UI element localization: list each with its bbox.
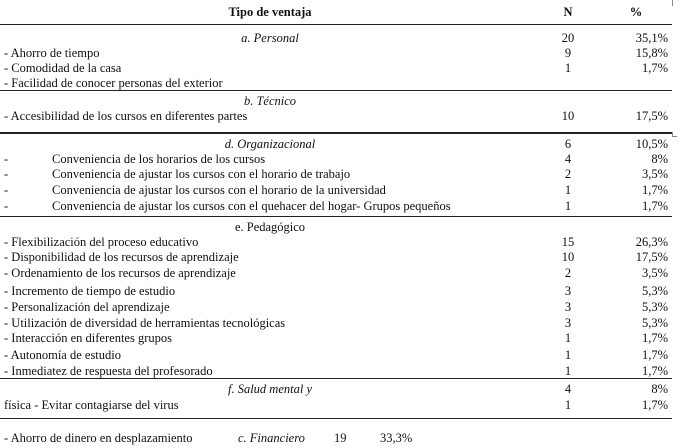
row-n: 1 xyxy=(564,199,572,213)
rule-organizacional-pedagogico xyxy=(0,216,672,217)
row-percent: 1,7% xyxy=(641,183,668,197)
item-dash: - xyxy=(4,152,9,166)
row-percent: 26,3% xyxy=(635,235,668,249)
item-label: - Accesibilidad de los cursos en diferentes partes xyxy=(4,109,248,123)
section-row xyxy=(0,381,680,397)
rule-tecnico-organizacional xyxy=(0,132,672,134)
table-row xyxy=(0,234,680,250)
row-n: 1 xyxy=(564,331,572,345)
item-label: - Facilidad de conocer personas del exterior xyxy=(4,76,223,90)
item-label: física - Evitar contagiarse del virus xyxy=(4,398,179,412)
item-label: - Incremento de tiempo de estudio xyxy=(4,284,176,298)
row-n: 15 xyxy=(561,235,575,249)
item-label: - Utilización de diversidad de herramientas tecnológicas xyxy=(4,316,286,330)
row-percent: 15,8% xyxy=(635,46,668,60)
item-dash: - xyxy=(4,183,9,197)
section-row xyxy=(0,136,680,152)
section-row xyxy=(0,219,680,235)
footer-category: c. Financiero xyxy=(238,431,305,445)
item-label: Conveniencia de ajustar los cursos con el horario de trabajo xyxy=(52,167,351,181)
table-row xyxy=(0,249,680,265)
row-percent: 5,3% xyxy=(641,300,668,314)
header-percent: % xyxy=(629,5,643,19)
row-n: 20 xyxy=(561,31,575,45)
item-label: - Inmediatez de respuesta del profesorado xyxy=(4,364,213,378)
item-label: Conveniencia de los horarios de los cursos xyxy=(52,152,266,166)
section-row xyxy=(0,93,680,109)
table-row xyxy=(0,45,680,61)
section-label: a. Personal xyxy=(241,31,299,45)
section-label: f. Salud mental y xyxy=(227,382,312,396)
rule-bottom xyxy=(0,418,672,419)
row-percent: 17,5% xyxy=(635,109,668,123)
table-row xyxy=(0,299,680,315)
row-n: 4 xyxy=(564,382,572,396)
section-label: d. Organizacional xyxy=(224,137,316,151)
row-n: 6 xyxy=(564,137,572,151)
row-percent: 3,5% xyxy=(641,266,668,280)
table-row xyxy=(0,182,680,198)
item-label: Conveniencia de ajustar los cursos con el horario de la universidad xyxy=(52,183,386,197)
row-percent: 5,3% xyxy=(641,284,668,298)
row-n: 1 xyxy=(564,61,572,75)
row-n: 3 xyxy=(564,284,572,298)
table-row xyxy=(0,315,680,331)
row-n: 2 xyxy=(564,167,572,181)
section-row xyxy=(0,30,680,46)
row-percent: 8% xyxy=(651,382,668,396)
item-label: - Disponibilidad de los recursos de aprendizaje xyxy=(4,250,239,264)
item-label: - Ordenamiento de los recursos de aprendizaje xyxy=(4,266,236,280)
row-n: 2 xyxy=(564,266,572,280)
table-row xyxy=(0,151,680,167)
footer-percent: 33,3% xyxy=(380,431,413,445)
row-percent: 1,7% xyxy=(641,398,668,412)
item-label: - Flexibilización del proceso educativo xyxy=(4,235,199,249)
row-n: 3 xyxy=(564,300,572,314)
table-row xyxy=(0,166,680,182)
row-percent: 35,1% xyxy=(635,31,668,45)
table-header xyxy=(0,4,680,20)
row-percent: 17,5% xyxy=(635,250,668,264)
row-percent: 3,5% xyxy=(641,167,668,181)
row-percent: 8% xyxy=(651,152,668,166)
footer-label: - Ahorro de dinero en desplazamiento xyxy=(4,431,193,445)
row-percent: 10,5% xyxy=(635,137,668,151)
table-row xyxy=(0,397,680,413)
item-label: - Personalización del aprendizaje xyxy=(4,300,170,314)
row-n: 1 xyxy=(564,183,572,197)
table-row xyxy=(0,347,680,363)
footer-n: 19 xyxy=(334,431,347,445)
header-rule xyxy=(0,24,672,25)
table-row xyxy=(0,60,680,76)
header-tipo-de-ventaja: Tipo de ventaja xyxy=(228,5,312,19)
item-label: - Interacción en diferentes grupos xyxy=(4,331,172,345)
row-percent: 1,7% xyxy=(641,199,668,213)
row-n: 3 xyxy=(564,316,572,330)
section-label: e. Pedagógico xyxy=(234,220,306,234)
table-row xyxy=(0,75,680,91)
header-n: N xyxy=(563,5,573,19)
table-row xyxy=(0,198,680,214)
row-n: 10 xyxy=(561,250,575,264)
row-n: 1 xyxy=(564,364,572,378)
row-percent: 1,7% xyxy=(641,61,668,75)
item-label: Conveniencia de ajustar los cursos con el quehacer del hogar- Grupos pequeños xyxy=(52,199,451,213)
item-label: - Autonomía de estudio xyxy=(4,348,121,362)
section-label: b. Técnico xyxy=(243,94,297,108)
row-percent: 1,7% xyxy=(641,331,668,345)
table-row xyxy=(0,283,680,299)
row-n: 4 xyxy=(564,152,572,166)
item-dash: - xyxy=(4,167,9,181)
row-n: 1 xyxy=(564,348,572,362)
table-row xyxy=(0,363,680,379)
row-percent: 1,7% xyxy=(641,364,668,378)
row-n: 10 xyxy=(561,109,575,123)
table-row xyxy=(0,330,680,346)
row-percent: 1,7% xyxy=(641,348,668,362)
item-label: - Comodidad de la casa xyxy=(4,61,122,75)
item-label: - Ahorro de tiempo xyxy=(4,46,100,60)
row-n: 9 xyxy=(564,46,572,60)
item-dash: - xyxy=(4,199,9,213)
row-n: 1 xyxy=(564,398,572,412)
table-row xyxy=(0,265,680,281)
row-percent: 5,3% xyxy=(641,316,668,330)
table-row xyxy=(0,108,680,124)
